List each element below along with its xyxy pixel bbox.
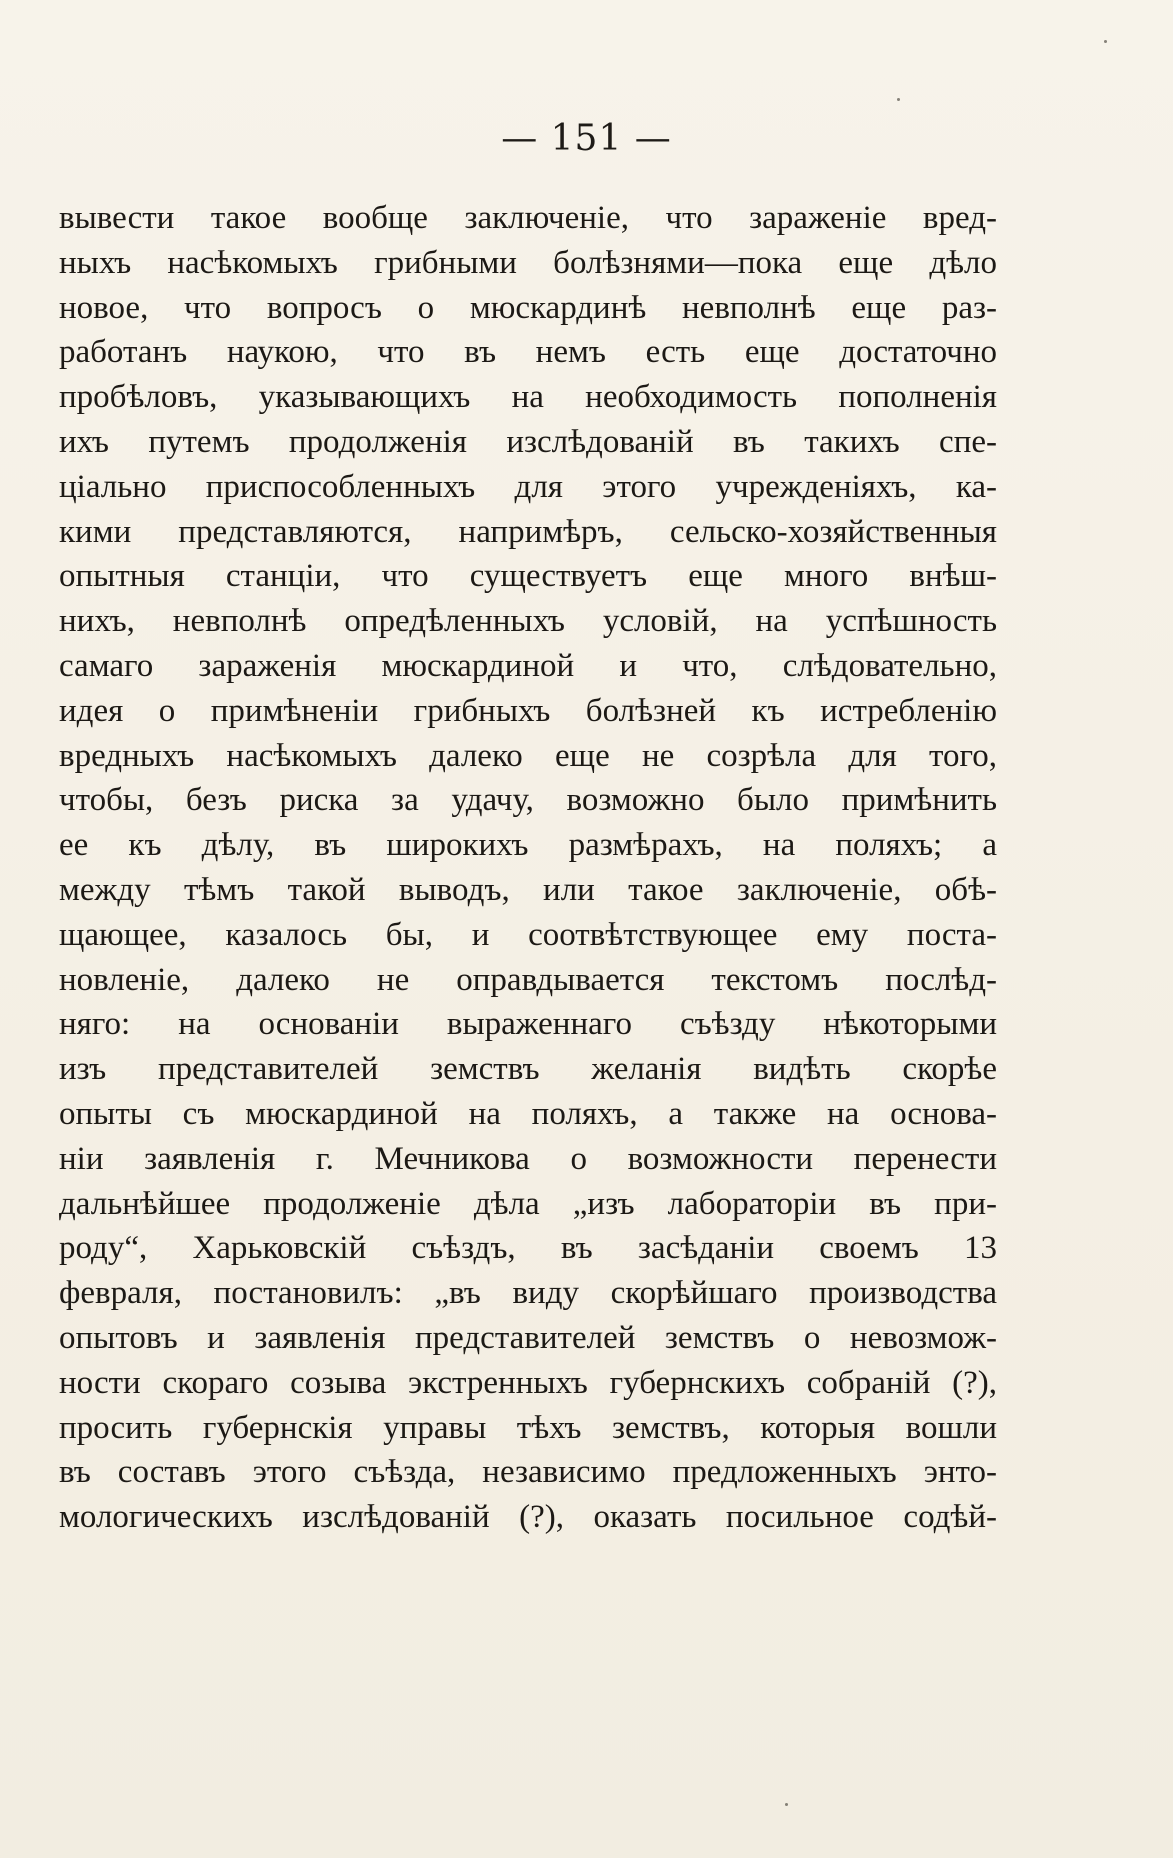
text-line: опыты съ мюскардиной на поляхъ, а также на основа- xyxy=(59,1095,997,1132)
text-line: ціально приспособленныхъ для этого учрежденіяхъ, ка- xyxy=(59,468,997,505)
text-line: няго: на основаніи выраженнаго съѣзду нѣкоторыми xyxy=(59,1006,997,1043)
text-line: опытовъ и заявленія представителей земствъ о невозмож- xyxy=(59,1319,997,1356)
text-line: нихъ, невполнѣ опредѣленныхъ условій, на успѣшность xyxy=(59,603,997,640)
text-line: идея о примѣненіи грибныхъ болѣзней къ истребленію xyxy=(59,692,997,729)
text-line: ихъ путемъ продолженія изслѣдованій въ такихъ спе- xyxy=(59,423,997,460)
page-number: — 151 — xyxy=(501,118,672,159)
paper-speck xyxy=(1104,40,1107,43)
text-line: щающее, казалось бы, и соотвѣтствующее ему поста- xyxy=(59,916,997,953)
text-line: опытныя станціи, что существуетъ еще много внѣш- xyxy=(59,558,997,595)
text-line: ее къ дѣлу, въ широкихъ размѣрахъ, на поляхъ; а xyxy=(59,827,997,864)
text-line: роду“, Харьковскій съѣздъ, въ засѣданіи своемъ 13 xyxy=(59,1230,997,1267)
text-line: чтобы, безъ риска за удачу, возможно было примѣнить xyxy=(59,782,997,819)
text-line: въ составъ этого съѣзда, независимо предложенныхъ энто- xyxy=(59,1454,997,1491)
paper-speck xyxy=(785,1803,788,1806)
text-line: изъ представителей земствъ желанія видѣть скорѣе xyxy=(59,1051,997,1088)
paper-speck xyxy=(897,98,900,101)
text-line: между тѣмъ такой выводъ, или такое заключеніе, обѣ- xyxy=(59,871,997,908)
text-line: дальнѣйшее продолженіе дѣла „изъ лабораторіи въ при- xyxy=(59,1185,997,1222)
text-line: новленіе, далеко не оправдывается текстомъ послѣд- xyxy=(59,961,997,998)
text-line: ныхъ насѣкомыхъ грибными болѣзнями—пока еще дѣло xyxy=(59,244,997,281)
text-line: мологическихъ изслѣдованій (?), оказать посильное содѣй- xyxy=(59,1499,997,1536)
body-text xyxy=(59,196,997,1540)
text-line: ности скораго созыва экстренныхъ губернскихъ собраній (?), xyxy=(59,1364,997,1401)
text-line: февраля, постановилъ: „въ виду скорѣйшаго производства xyxy=(59,1275,997,1312)
text-line: вывести такое вообще заключеніе, что зараженіе вред- xyxy=(59,200,997,236)
text-line: ніи заявленія г. Мечникова о возможности перенести xyxy=(59,1140,997,1177)
text-line: самаго зараженія мюскардиной и что, слѣдовательно, xyxy=(59,647,997,684)
text-line: вредныхъ насѣкомыхъ далеко еще не созрѣла для того, xyxy=(59,737,997,774)
text-line: просить губернскія управы тѣхъ земствъ, которыя вошли xyxy=(59,1409,997,1446)
text-line: кими представляются, напримѣръ, сельско-хозяйственныя xyxy=(59,513,997,550)
text-line: работанъ наукою, что въ немъ есть еще достаточно xyxy=(59,334,997,371)
text-line: новое, что вопросъ о мюскардинѣ невполнѣ еще раз- xyxy=(59,289,997,326)
text-line: пробѣловъ, указывающихъ на необходимость пополненія xyxy=(59,379,997,416)
